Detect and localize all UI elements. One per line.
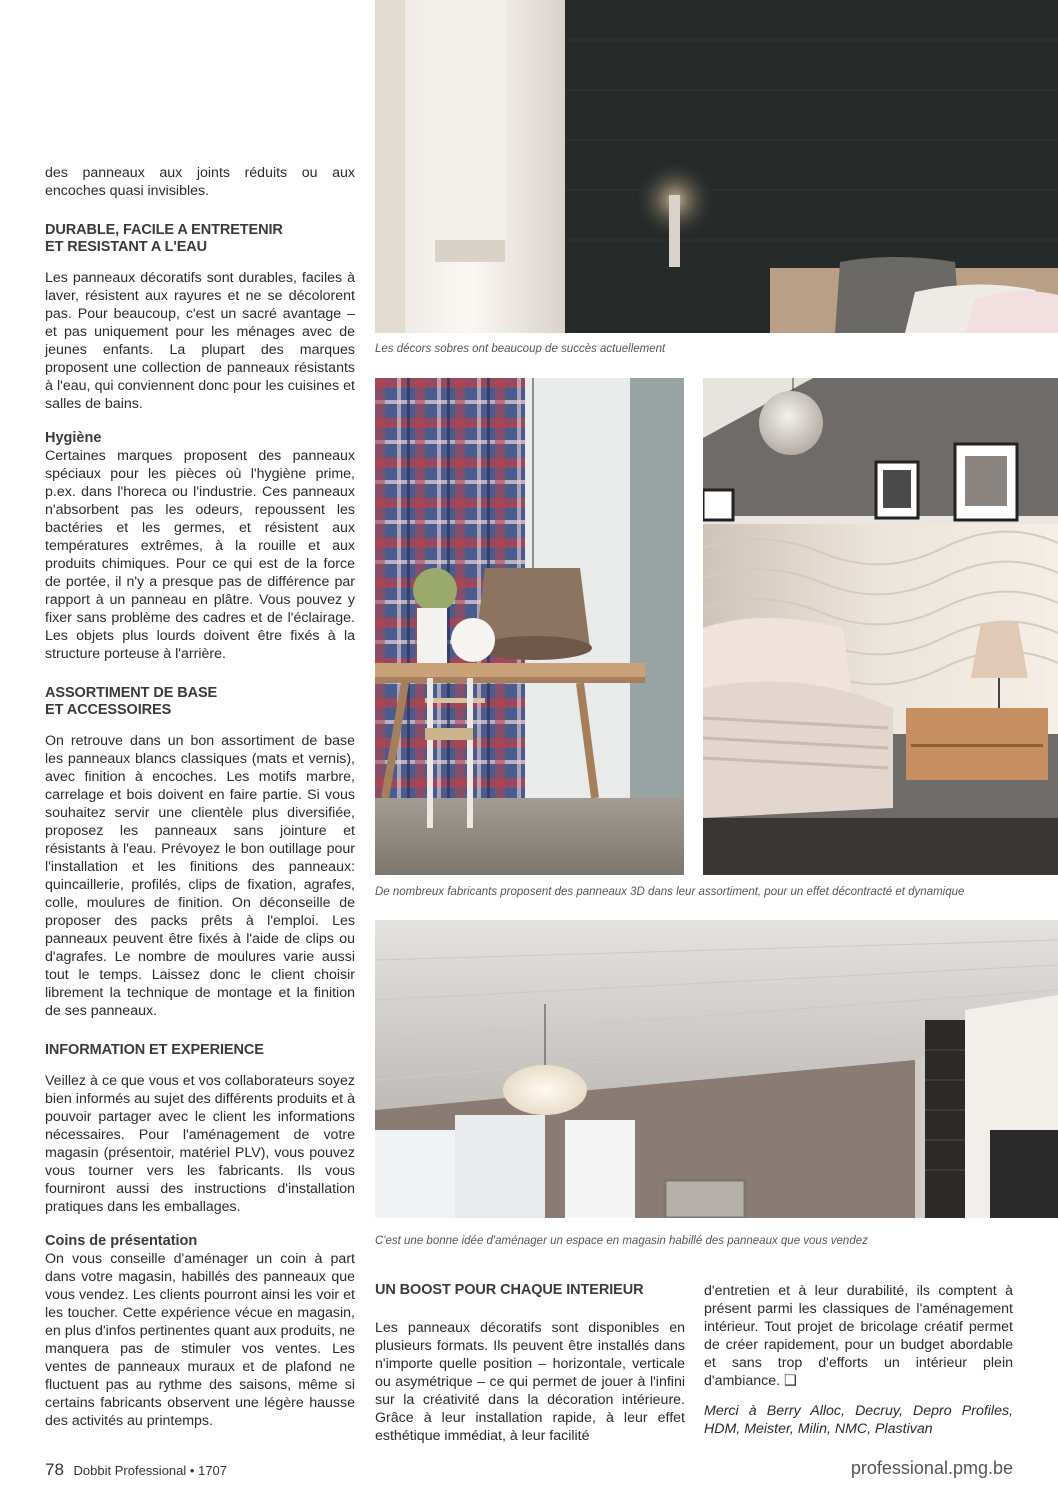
information-paragraph: Veillez à ce que vous et vos collaborateurs soyez bien informés au sujet des différents produits et à pouvoir partager avec le client les informations nécessaires. Pour l'aménagement de votre magasin (présentoir, matériel PLV), vous pouvez vous tourner vers les fabricants. Ils vous fourniront aussi des instructions d'installation pratiques dans les emballages. [45, 1073, 355, 1215]
dark-bedroom-illustration [375, 0, 1058, 333]
boost-column-2 [704, 1282, 1013, 1438]
section-heading-information: INFORMATION ET EXPERIENCE [45, 1042, 264, 1058]
coins-paragraph: On vous conseille d'aménager un coin à part dans votre magasin, habillés des panneaux que vous vendez. Les clients pourront ainsi les voir et les toucher. Cette expérience vécue en magasin, en plus d'infos pertinentes quant aux produits, ne manquera pas de stimuler vos ventes. Les ventes de panneaux muraux et de plafond ne fluctuent pas au rythme des saisons, même si certains fabricants observent une légère hausse des activités au printemps. [45, 1251, 355, 1429]
photo-dark-bedroom [375, 0, 1058, 333]
photo-showroom-ceiling [375, 920, 1058, 1218]
footer-website-link[interactable]: professional.pmg.be [850, 1458, 1013, 1478]
boost-paragraph-2: d'entretien et à leur durabilité, ils comptent à présent parmi les classiques de l'aménagement intérieur. Tout projet de bricolage créatif permet de créer rapidement, pour un budget abordable et sans trop d'efforts un intérieur plein d'ambiance. ❑ [704, 1283, 1013, 1389]
caption-photo-3d-panels: De nombreux fabricants proposent des panneaux 3D dans leur assortiment, pour un effet décontracté et dynamique [375, 886, 965, 898]
section-heading-assortiment: ASSORTIMENT DE BASE ET ACCESSOIRES [45, 685, 218, 718]
plaid-dining-illustration [375, 378, 684, 875]
caption-photo-showroom: C'est une bonne idée d'aménager un espace en magasin habillé des panneaux que vous vendez [375, 1235, 868, 1247]
footer-publication [45, 1460, 227, 1480]
page-number: 78 [45, 1460, 64, 1479]
boost-paragraph-1: Les panneaux décoratifs sont disponibles en plusieurs formats. Ils peuvent être installés dans n'importe quelle position – horizontale, verticale ou asymétrique – ce qui permet de jouer à l'infini sur la créativité dans la décoration intérieure. Grâce à leur installation rapide, à leur effet esthétique immédiat, à leur facilité [375, 1320, 685, 1444]
photo-plaid-dining [375, 378, 684, 875]
intro-paragraph: des panneaux aux joints réduits ou aux encoches quasi invisibles. [45, 165, 355, 199]
publication-name: Dobbit Professional • 1707 [73, 1463, 227, 1478]
subheading-hygiene: Hygiène [45, 430, 102, 446]
section-heading-boost: UN BOOST POUR CHAQUE INTERIEUR [375, 1282, 644, 1298]
thanks-note: Merci à Berry Alloc, Decruy, Depro Profiles, HDM, Meister, Milin, NMC, Plastivan [704, 1403, 1013, 1437]
assortiment-paragraph: On retrouve dans un bon assortiment de base les panneaux blancs classiques (mats et vernis), avec finition à encoches. Les motifs marbre, carrelage et bois doivent en faire partie. Si vous souhaitez servir une clientèle plus diversifiée, proposez les panneaux sans jointure et résistants à l'eau. Prévoyez le bon outillage pour l'installation et les finitions des panneaux: quincaillerie, profilés, clips de fixation, agrafes, colle, moulures de finition. On déconseille de proposer des packs prêts à l'emploi. Les panneaux peuvent être fixés à l'aide de clips ou d'agrafes. Le nombre de moulures varie aussi tout le temps. Laissez donc le client choisir librement la technique de montage et la finition de ses panneaux. [45, 733, 355, 1019]
durable-paragraph: Les panneaux décoratifs sont durables, faciles à laver, résistent aux rayures et ne se décolorent pas. Pour beaucoup, c'est un sacré avantage – et pas uniquement pour les ménages avec de jeunes enfants. La plupart des marques proposent une collection de panneaux résistants à l'eau, qui conviennent donc pour les cuisines et salles de bains. [45, 270, 355, 412]
boost-column-1 [375, 1282, 685, 1445]
left-column [45, 164, 355, 1430]
photo-3d-wall-bedroom [703, 378, 1058, 875]
hygiene-paragraph: Certaines marques proposent des panneaux spéciaux pour les pièces où l'hygiène prime, p.ex. dans l'horeca ou l'industrie. Ces panneaux n'absorbent pas les odeurs, repoussent les bactéries et les germes, et résistent aux températures extrêmes, à la rouille et aux produits chimiques. Pour ce qui est de la force de portée, il n'y a presque pas de différence par rapport à un panneau en plâtre. Vous pouvez y fixer sans problème des cadres et de l'éclairage. Les objets plus lourds doivent être fixés à la structure porteuse à l'arrière. [45, 448, 355, 662]
showroom-ceiling-illustration [375, 920, 1058, 1218]
caption-photo-dark-bedroom: Les décors sobres ont beaucoup de succès actuellement [375, 343, 666, 355]
subheading-coins: Coins de présentation [45, 1233, 198, 1249]
3d-wall-bedroom-illustration [703, 378, 1058, 875]
section-heading-durable: DURABLE, FACILE A ENTRETENIR ET RESISTANT A L'EAU [45, 222, 283, 255]
